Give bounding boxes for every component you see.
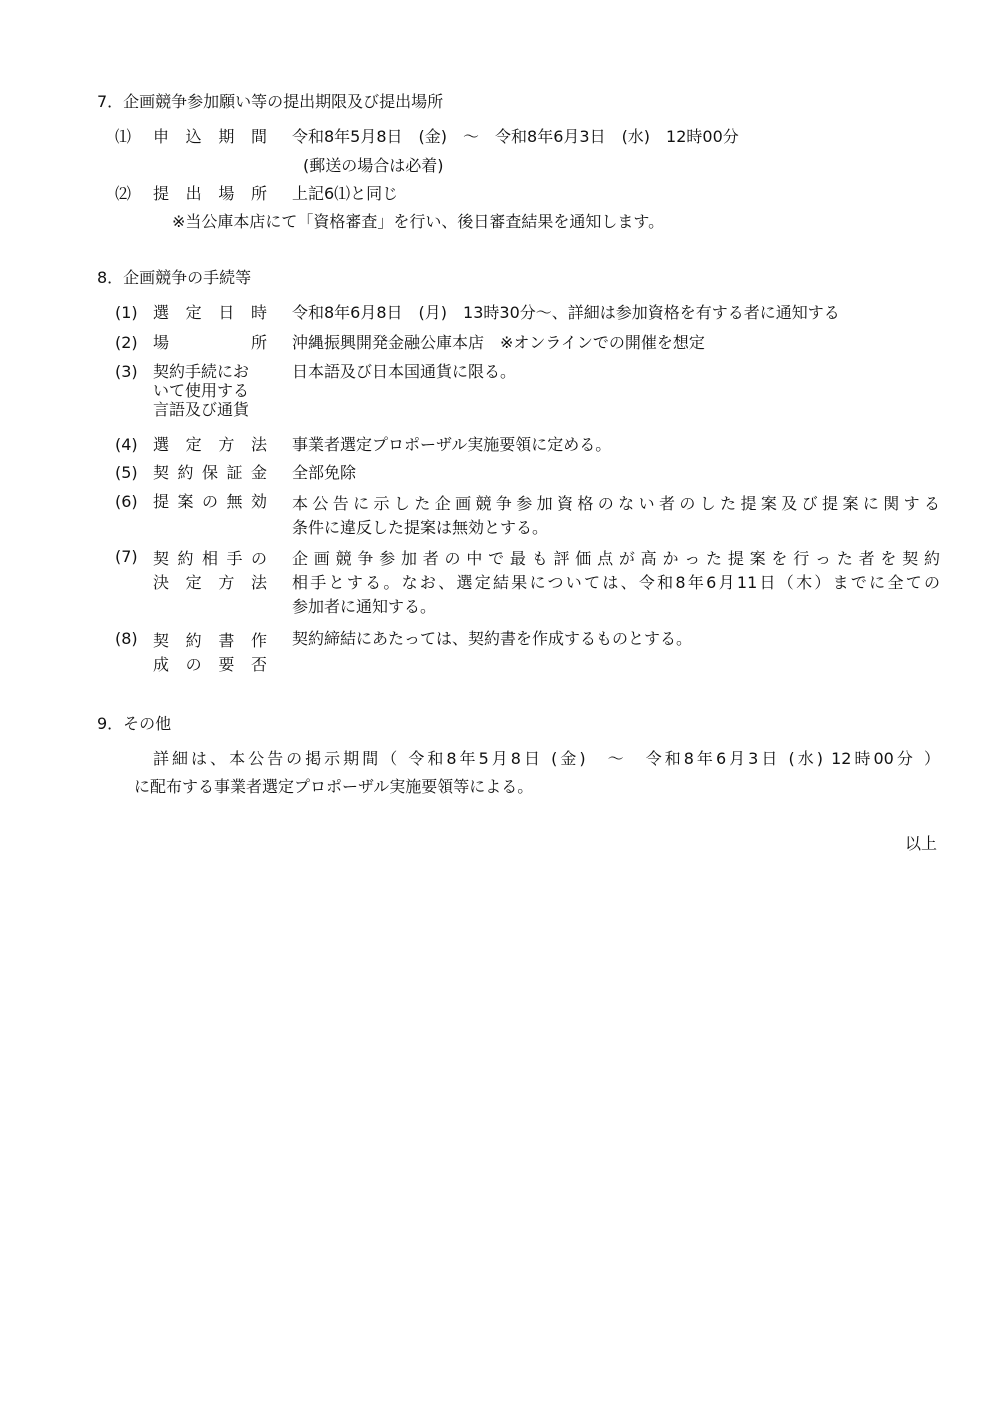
section8-item2-value: 沖縄振興開発金融公庫本店 ※オンラインでの開催を想定 xyxy=(292,333,705,352)
section8-item2-label xyxy=(153,333,267,354)
section8-item6-value xyxy=(292,492,940,540)
section7-item2-value: 上記6⑴と同じ xyxy=(292,184,399,203)
section7-heading: 7．企画競争参加願い等の提出期限及び提出場所 xyxy=(97,92,444,111)
section8-item8-label xyxy=(153,629,267,677)
label-text: 提案の無効 xyxy=(153,492,267,511)
section7-item1-value-note: (郵送の場合は必着) xyxy=(303,156,444,175)
label-line: 契約書作 xyxy=(153,631,267,650)
value-line: 参加者に通知する。 xyxy=(292,597,437,616)
label-line: 決定方法 xyxy=(153,573,267,592)
section8-item1-number: (1) xyxy=(115,303,138,322)
section8-item3-value: 日本語及び日本国通貨に限る。 xyxy=(292,362,517,381)
section8-item4-number: (4) xyxy=(115,435,138,454)
closing-text: 以上 xyxy=(905,834,938,853)
body-line: 詳細は、本公告の掲示期間（ 令和8年5月8日 (金) ～ 令和8年6月3日 (水) 12時00分 ） xyxy=(153,749,940,768)
section8-item4-label xyxy=(153,435,267,456)
label-text: 申込期間 xyxy=(153,127,267,146)
section8-item4-value: 事業者選定プロポーザル実施要領に定める。 xyxy=(292,435,612,454)
section7-item1-value: 令和8年5月8日 (金) ～ 令和8年6月3日 (水) 12時00分 xyxy=(292,127,739,146)
section8-item5-label xyxy=(153,463,267,484)
value-line: 相手とする。なお、選定結果については、令和8年6月11日（木）までに全ての xyxy=(292,573,940,592)
label-line: 言語及び通貨 xyxy=(153,400,250,419)
label-line: いて使用する xyxy=(153,381,250,400)
section7-item2-number: ⑵ xyxy=(115,184,132,203)
section8-item5-value: 全部免除 xyxy=(292,463,357,482)
section8-item5-number: (5) xyxy=(115,463,138,482)
section8-item7-number: (7) xyxy=(115,547,138,566)
label-line: 成の要否 xyxy=(153,655,267,674)
label-text: 契約保証金 xyxy=(153,463,267,482)
section8-item3-label xyxy=(153,362,267,419)
section9-heading: 9．その他 xyxy=(97,714,172,733)
section9-body-line1 xyxy=(153,749,940,770)
label-line: 契約相手の xyxy=(153,549,267,568)
section8-item8-value: 契約締結にあたっては、契約書を作成するものとする。 xyxy=(292,629,693,648)
section8-item2-number: (2) xyxy=(115,333,138,352)
section8-item7-value xyxy=(292,547,940,619)
section8-item3-number: (3) xyxy=(115,362,138,381)
value-line: 本公告に示した企画競争参加資格のない者のした提案及び提案に関する xyxy=(292,494,940,513)
label-text: 選定日時 xyxy=(153,303,267,322)
section8-item6-number: (6) xyxy=(115,492,138,511)
value-line: 企画競争参加者の中で最も評価点が高かった提案を行った者を契約 xyxy=(292,549,940,568)
label-text: 提出場所 xyxy=(153,184,267,203)
section8-item1-value: 令和8年6月8日 (月) 13時30分～、詳細は参加資格を有する者に通知する xyxy=(292,303,840,322)
section8-item1-label xyxy=(153,303,267,324)
label-line: 契約手続にお xyxy=(153,362,250,381)
label-text: 選定方法 xyxy=(153,435,267,454)
section8-item6-label xyxy=(153,492,267,513)
label-text: 場所 xyxy=(153,333,267,352)
section7-note: ※当公庫本店にて「資格審査」を行い、後日審査結果を通知します。 xyxy=(172,212,665,231)
section7-item1-number: ⑴ xyxy=(115,127,132,146)
section9-body-line2: に配布する事業者選定プロポーザル実施要領等による。 xyxy=(134,777,534,796)
section8-item8-number: (8) xyxy=(115,629,138,648)
section7-item1-label xyxy=(153,127,273,148)
value-line: 条件に違反した提案は無効とする。 xyxy=(292,518,549,537)
section7-item2-label xyxy=(153,184,273,205)
section8-heading: 8．企画競争の手続等 xyxy=(97,268,252,287)
section8-item7-label xyxy=(153,547,267,595)
